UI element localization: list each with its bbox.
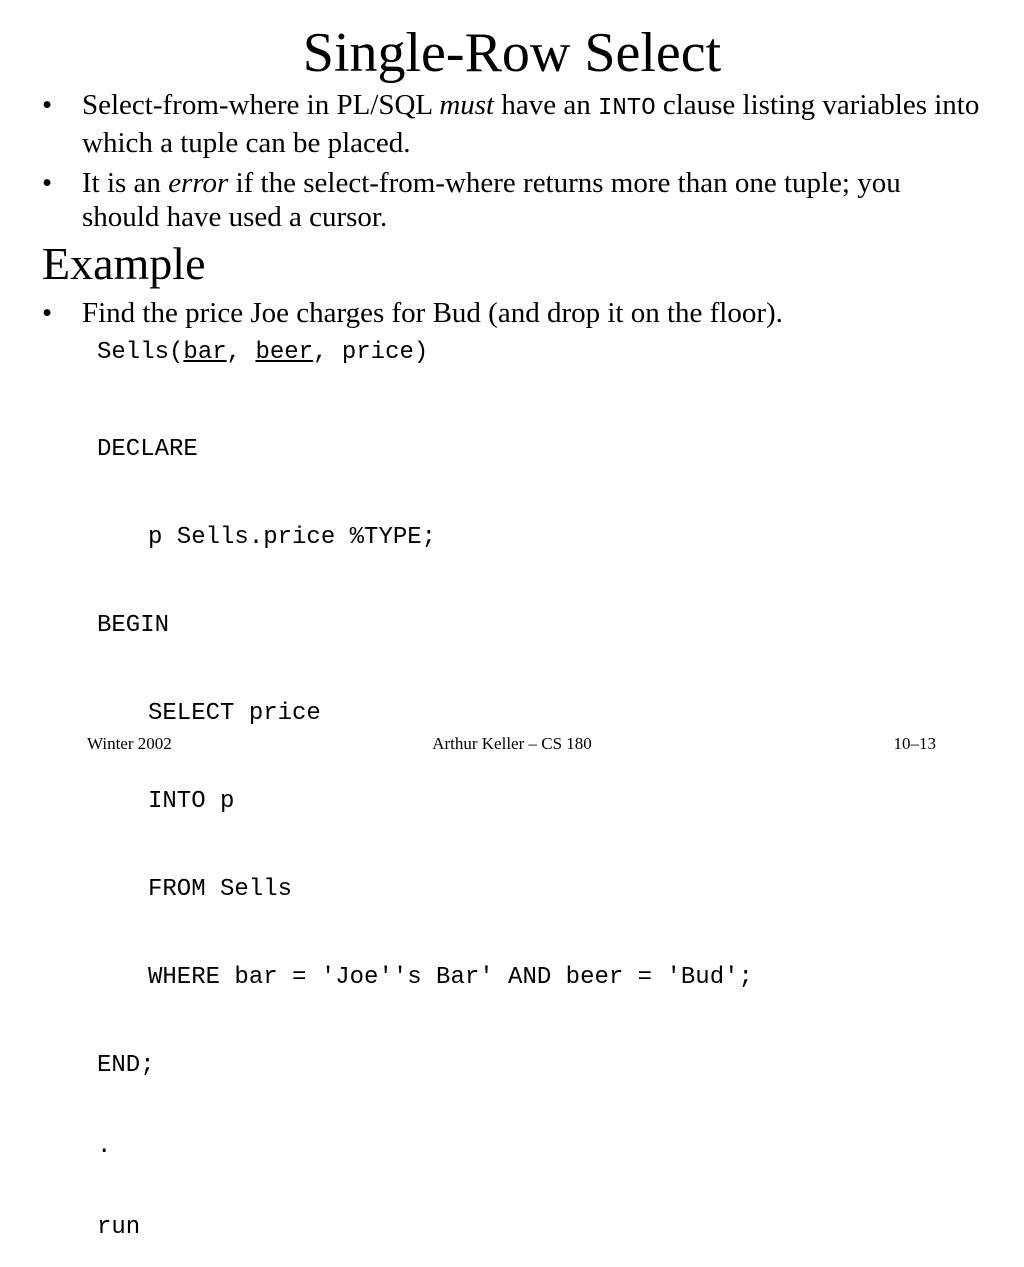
schema-separator: , [226,339,256,366]
bullet-marker: • [42,297,53,329]
schema-prefix: Sells( [97,339,184,366]
emphasis-must: must [439,89,495,121]
code-block [97,381,753,1267]
bullet-text: if the select-from-where returns more than one tuple; you should have used a cursor. [82,167,901,233]
slide-title: Single-Row Select [302,22,722,84]
footer-author: Arthur Keller – CS 180 [432,734,592,753]
schema-rest: , price) [313,339,429,366]
footer-date: Winter 2002 [87,734,172,753]
code-line: BEGIN [97,612,170,639]
inline-code-into: INTO [597,95,656,122]
code-line: SELECT price [148,700,321,727]
bullet-marker: • [42,167,53,199]
example-bullet-list [42,296,982,336]
code-line: run [97,1214,141,1241]
schema-definition [97,338,428,368]
bullet-text: Select-from-where in PL/SQL [82,89,440,121]
bullet-text: have an [494,89,598,121]
example-heading: Example [42,238,206,289]
bullet-text: It is an [82,167,169,199]
code-line: DECLARE [97,436,198,463]
bullet-marker: • [42,89,53,121]
emphasis-error: error [168,167,229,199]
bullet-text: clause listing variables into which a tuple can be placed. [82,89,980,159]
code-line: p Sells.price %TYPE; [148,524,437,551]
code-line: WHERE bar = 'Joe''s Bar' AND beer = 'Bud'; [148,964,753,991]
code-line: . [97,1133,112,1160]
bullet-example [42,296,982,330]
footer-slide-number: 10–13 [893,734,936,753]
code-line: END; [97,1052,155,1079]
bullet-text: Find the price Joe charges for Bud (and drop it on the floor). [82,297,783,329]
code-line: INTO p [148,788,235,815]
bullet-error [42,166,982,234]
bullet-into-clause [42,88,982,160]
bullet-list [42,88,982,240]
code-line: FROM Sells [148,876,293,903]
schema-key-bar: bar [183,339,227,366]
schema-key-beer: beer [255,339,314,366]
